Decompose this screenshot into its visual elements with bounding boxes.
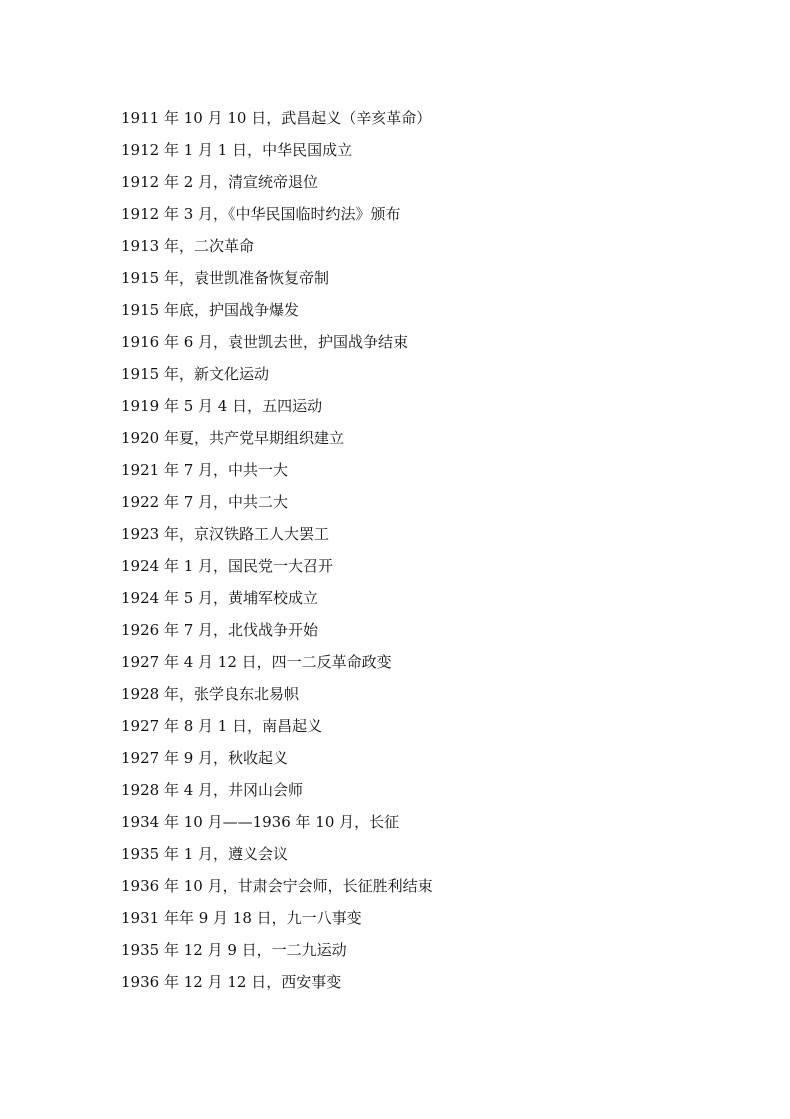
timeline-item: 1921 年 7 月，中共一大 — [121, 461, 289, 479]
timeline-item: 1928 年，张学良东北易帜 — [121, 685, 299, 703]
timeline-item: 1919 年 5 月 4 日，五四运动 — [121, 397, 323, 415]
timeline-item: 1920 年夏，共产党早期组织建立 — [121, 429, 344, 447]
timeline-item: 1928 年 4 月，井冈山会师 — [121, 781, 304, 799]
timeline-item: 1924 年 5 月，黄埔军校成立 — [121, 589, 319, 607]
timeline-item: 1912 年 2 月，清宣统帝退位 — [121, 173, 319, 191]
timeline-item: 1922 年 7 月，中共二大 — [121, 493, 289, 511]
timeline-item: 1935 年 1 月，遵义会议 — [121, 845, 289, 863]
timeline-item: 1934 年 10 月——1936 年 10 月，长征 — [121, 813, 400, 831]
timeline-item: 1927 年 8 月 1 日，南昌起义 — [121, 717, 323, 735]
timeline-item: 1924 年 1 月，国民党一大召开 — [121, 557, 334, 575]
timeline-item: 1926 年 7 月，北伐战争开始 — [121, 621, 319, 639]
timeline-item: 1915 年底，护国战争爆发 — [121, 301, 299, 319]
timeline-item: 1927 年 9 月，秋收起义 — [121, 749, 289, 767]
timeline-item: 1931 年年 9 月 18 日，九一八事变 — [121, 909, 362, 927]
timeline-item: 1912 年 3 月，《中华民国临时约法》颁布 — [121, 205, 401, 223]
timeline-item: 1936 年 12 月 12 日，西安事变 — [121, 973, 342, 991]
timeline-item: 1915 年，袁世凯准备恢复帝制 — [121, 269, 329, 287]
timeline-item: 1911 年 10 月 10 日，武昌起义（辛亥革命） — [121, 109, 432, 127]
timeline-item: 1935 年 12 月 9 日，一二九运动 — [121, 941, 347, 959]
timeline-list — [121, 102, 433, 998]
timeline-item: 1913 年，二次革命 — [121, 237, 254, 255]
timeline-item: 1923 年，京汉铁路工人大罢工 — [121, 525, 329, 543]
timeline-item: 1916 年 6 月，袁世凯去世，护国战争结束 — [121, 333, 409, 351]
timeline-item: 1936 年 10 月，甘肃会宁会师，长征胜利结束 — [121, 877, 433, 895]
timeline-item: 1915 年，新文化运动 — [121, 365, 269, 383]
timeline-item: 1912 年 1 月 1 日，中华民国成立 — [121, 141, 353, 159]
timeline-item: 1927 年 4 月 12 日，四一二反革命政变 — [121, 653, 392, 671]
